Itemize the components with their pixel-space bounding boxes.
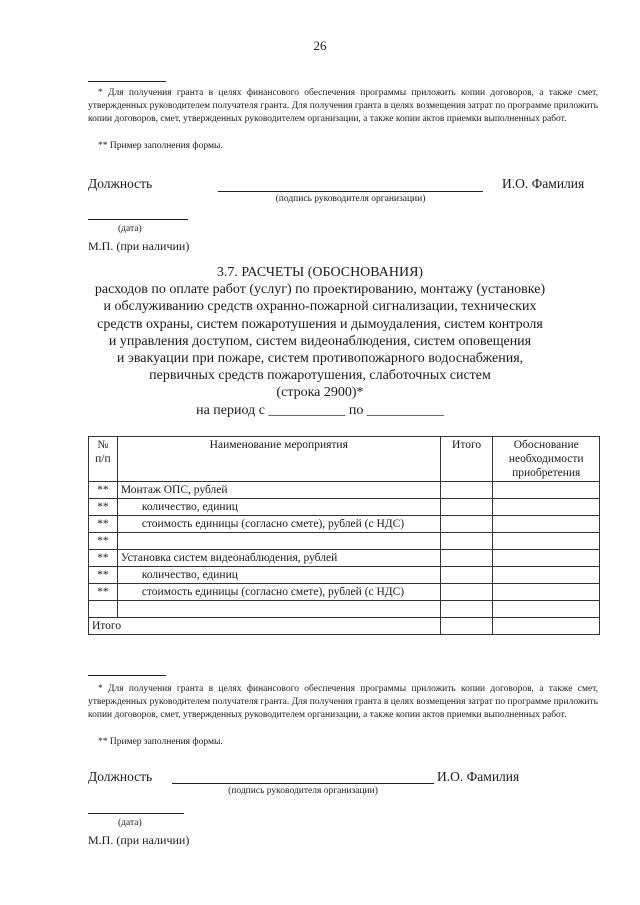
total-value [440, 618, 493, 635]
row-name: количество, единиц [117, 499, 440, 516]
row-name [117, 533, 440, 550]
section-line: расходов по оплате работ (услуг) по проектированию, монтажу (установке) [94, 282, 546, 298]
row-basis [493, 499, 600, 516]
row-num: ** [89, 499, 118, 516]
row-num: ** [89, 482, 118, 499]
row-basis [493, 584, 600, 601]
row-total [440, 601, 493, 618]
signature-line [218, 191, 483, 192]
table-row [89, 601, 600, 618]
section-line: и эвакуации при пожаре, систем противопожарного водоснабжения, [116, 351, 524, 367]
header-num: № п/п [89, 437, 118, 482]
total-label: Итого [89, 618, 441, 635]
seal-label: М.П. (при наличии) [88, 239, 190, 253]
section-line: и управления доступом, систем видеонаблюдения, систем оповещения [108, 333, 532, 349]
row-name: стоимость единицы (согласно смете), рублей (с НДС) [117, 516, 440, 533]
table-row [89, 482, 600, 499]
name-label: И.О. Фамилия [502, 176, 585, 191]
section-title-block [60, 264, 580, 419]
signature-caption: (подпись руководителя организации) [275, 194, 426, 204]
page-number: 26 [313, 38, 327, 53]
signature-caption: (подпись руководителя организации) [228, 786, 378, 796]
section-line: (строка 2900)* [276, 385, 364, 401]
header-total: Итого [440, 437, 493, 482]
date-line [88, 219, 188, 220]
row-basis [493, 482, 600, 499]
position-label: Должность [88, 769, 153, 784]
row-num: ** [89, 567, 118, 584]
total-basis [493, 618, 600, 635]
row-name [117, 601, 440, 618]
section-title: 3.7. РАСЧЕТЫ (ОБОСНОВАНИЯ) [216, 265, 424, 280]
table-row [89, 533, 600, 550]
header-basis: Обоснование необходимости приобретения [493, 437, 600, 482]
row-name: Монтаж ОПС, рублей [117, 482, 440, 499]
row-total [440, 567, 493, 584]
row-total [440, 482, 493, 499]
section-line: и обслуживанию средств охранно-пожарной сигнализации, технических [103, 299, 537, 315]
row-total [440, 516, 493, 533]
date-caption: (дата) [118, 224, 142, 234]
position-label: Должность [88, 176, 153, 191]
section-line: первичных средств пожаротушения, слаботочных систем [149, 368, 491, 384]
row-basis [493, 533, 600, 550]
footnote-double-star: ** Пример заполнения формы. [98, 141, 223, 151]
date-line [88, 813, 184, 814]
period-line: на период с ___________ по ___________ [196, 402, 444, 418]
table-row [89, 550, 600, 567]
row-name: стоимость единицы (согласно смете), рублей (с НДС) [117, 584, 440, 601]
table-row [89, 516, 600, 533]
table-total-row [89, 618, 600, 635]
table-row [89, 567, 600, 584]
row-basis [493, 601, 600, 618]
footnote-divider [88, 675, 166, 676]
footnote-star: * Для получения гранта в целях финансового обеспечения программы приложить копии договоров, а также смет, утвержденных руководителем получателя гранта. Для получения гранта в целях возмещения затрат по программе приложить копии договоров, смет, утвержденных руководителем организации, а также копии актов приемки выполненных работ. [88, 684, 598, 720]
row-total [440, 533, 493, 550]
row-num: ** [89, 584, 118, 601]
date-caption: (дата) [118, 818, 142, 828]
footnote-double-star: ** Пример заполнения формы. [98, 737, 223, 747]
footnote-star: * Для получения гранта в целях финансового обеспечения программы приложить копии договоров, а также смет, утвержденных руководителем получателя гранта. Для получения гранта в целях возмещения затрат по программе приложить копии договоров, смет, утвержденных руководителем организации, а также копии актов приемки выполненных работ. [88, 88, 598, 124]
table-header-row [89, 437, 600, 482]
row-basis [493, 567, 600, 584]
signature-line [172, 783, 434, 784]
row-basis [493, 550, 600, 567]
row-total [440, 584, 493, 601]
row-num: ** [89, 550, 118, 567]
row-name: количество, единиц [117, 567, 440, 584]
row-basis [493, 516, 600, 533]
section-line: средств охраны, систем пожаротушения и дымоудаления, систем контроля [97, 316, 543, 332]
row-num: ** [89, 533, 118, 550]
row-num [89, 601, 118, 618]
row-num: ** [89, 516, 118, 533]
table-row [89, 499, 600, 516]
name-label: И.О. Фамилия [437, 769, 520, 784]
footnote-divider [88, 81, 166, 82]
header-name: Наименование мероприятия [117, 437, 440, 482]
row-name: Установка систем видеонаблюдения, рублей [117, 550, 440, 567]
calculation-table [88, 436, 600, 635]
table-row [89, 584, 600, 601]
row-total [440, 499, 493, 516]
seal-label: М.П. (при наличии) [88, 833, 190, 847]
row-total [440, 550, 493, 567]
